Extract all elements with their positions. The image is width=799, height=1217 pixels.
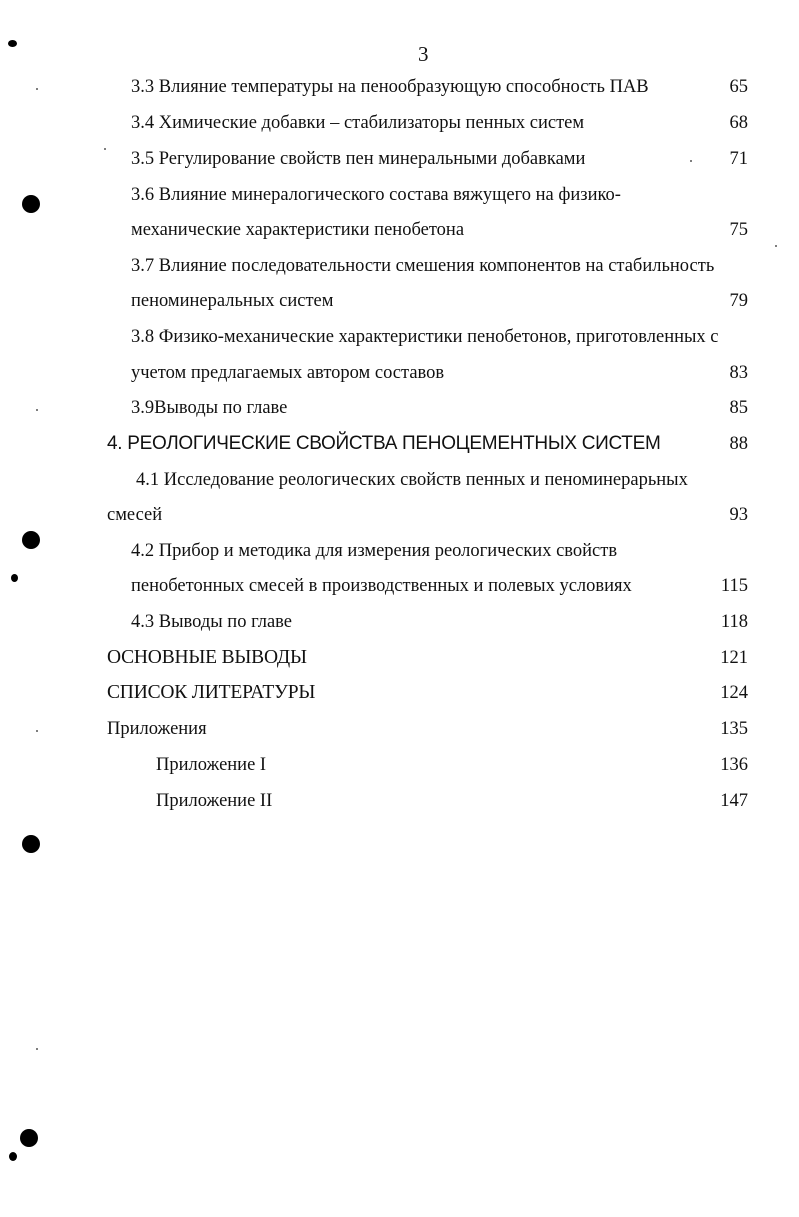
- punch-hole: [22, 195, 40, 213]
- toc-entry-page: 65: [729, 77, 748, 97]
- scan-artifact: [8, 40, 17, 47]
- page-number: 3: [418, 42, 429, 66]
- toc-entry-text: пенобетонных смесей в производственных и полевых условиях: [131, 576, 632, 596]
- scan-artifact: [11, 574, 18, 582]
- toc-entry-page: 83: [729, 363, 748, 383]
- toc-entry-text: Приложение II: [156, 791, 273, 811]
- scan-speck: [36, 1048, 38, 1050]
- punch-hole: [22, 531, 40, 549]
- scan-speck: [690, 160, 692, 162]
- toc-entry-page: 88: [729, 434, 748, 454]
- scan-speck: [36, 409, 38, 411]
- toc-entry-page: 124: [720, 683, 748, 703]
- toc-entry-text: смесей: [107, 505, 163, 525]
- toc-entry-page: 85: [729, 398, 748, 418]
- toc-entry-page: 75: [729, 220, 748, 240]
- toc-entry-text: 3.7 Влияние последовательности смешения компонентов на стабильность: [131, 256, 715, 276]
- toc-entry-page: 93: [729, 505, 748, 525]
- toc-entry-text: механические характеристики пенобетона: [131, 220, 465, 240]
- toc-entry-page: 136: [720, 755, 748, 775]
- toc-entry-page: 79: [729, 291, 748, 311]
- punch-hole: [20, 1129, 38, 1147]
- scan-speck: [104, 148, 106, 150]
- toc-entry-text: 3.5 Регулирование свойств пен минеральными добавками: [131, 149, 586, 169]
- scan-speck: [775, 245, 777, 247]
- toc-entry-text: СПИСОК ЛИТЕРАТУРЫ: [107, 682, 316, 703]
- scan-speck: [36, 88, 38, 90]
- toc-entry-text: 4. РЕОЛОГИЧЕСКИЕ СВОЙСТВА ПЕНОЦЕМЕНТНЫХ СИСТЕМ: [107, 433, 661, 454]
- toc-entry-page: 115: [720, 576, 748, 596]
- scan-speck: [36, 730, 38, 732]
- toc-entry-text: 4.1 Исследование реологических свойств пенных и пеноминерарьных: [136, 470, 688, 490]
- toc-entry-text: 3.4 Химические добавки – стабилизаторы пенных систем: [131, 113, 585, 133]
- toc-entry-page: 68: [729, 113, 748, 133]
- scan-artifact: [9, 1152, 17, 1161]
- toc-entry-text: 4.2 Прибор и методика для измерения реологических свойств: [131, 541, 618, 561]
- toc-entry-page: 121: [720, 648, 748, 668]
- toc-entry-text: 3.3 Влияние температуры на пенообразующую способность ПАВ: [131, 77, 649, 97]
- toc-entry-text: 3.9Выводы по главе: [131, 398, 288, 418]
- toc-entry-page: 118: [720, 612, 748, 632]
- toc-entry-page: 135: [720, 719, 748, 739]
- toc-entry-text: 4.3 Выводы по главе: [131, 612, 293, 632]
- toc-entry-text: Приложения: [107, 719, 207, 739]
- toc-entry-page: 71: [729, 149, 748, 169]
- toc-entry-text: 3.6 Влияние минералогического состава вяжущего на физико-: [131, 185, 621, 205]
- toc-entry-text: учетом предлагаемых автором составов: [131, 363, 445, 383]
- toc-entry-text: ОСНОВНЫЕ ВЫВОДЫ: [107, 647, 307, 668]
- toc-entry-text: пеноминеральных систем: [131, 291, 334, 311]
- toc-entry-text: 3.8 Физико-механические характеристики пенобетонов, приготовленных с: [131, 327, 719, 347]
- punch-hole: [22, 835, 40, 853]
- toc-entry-text: Приложение I: [156, 755, 267, 775]
- toc-entry-page: 147: [720, 791, 748, 811]
